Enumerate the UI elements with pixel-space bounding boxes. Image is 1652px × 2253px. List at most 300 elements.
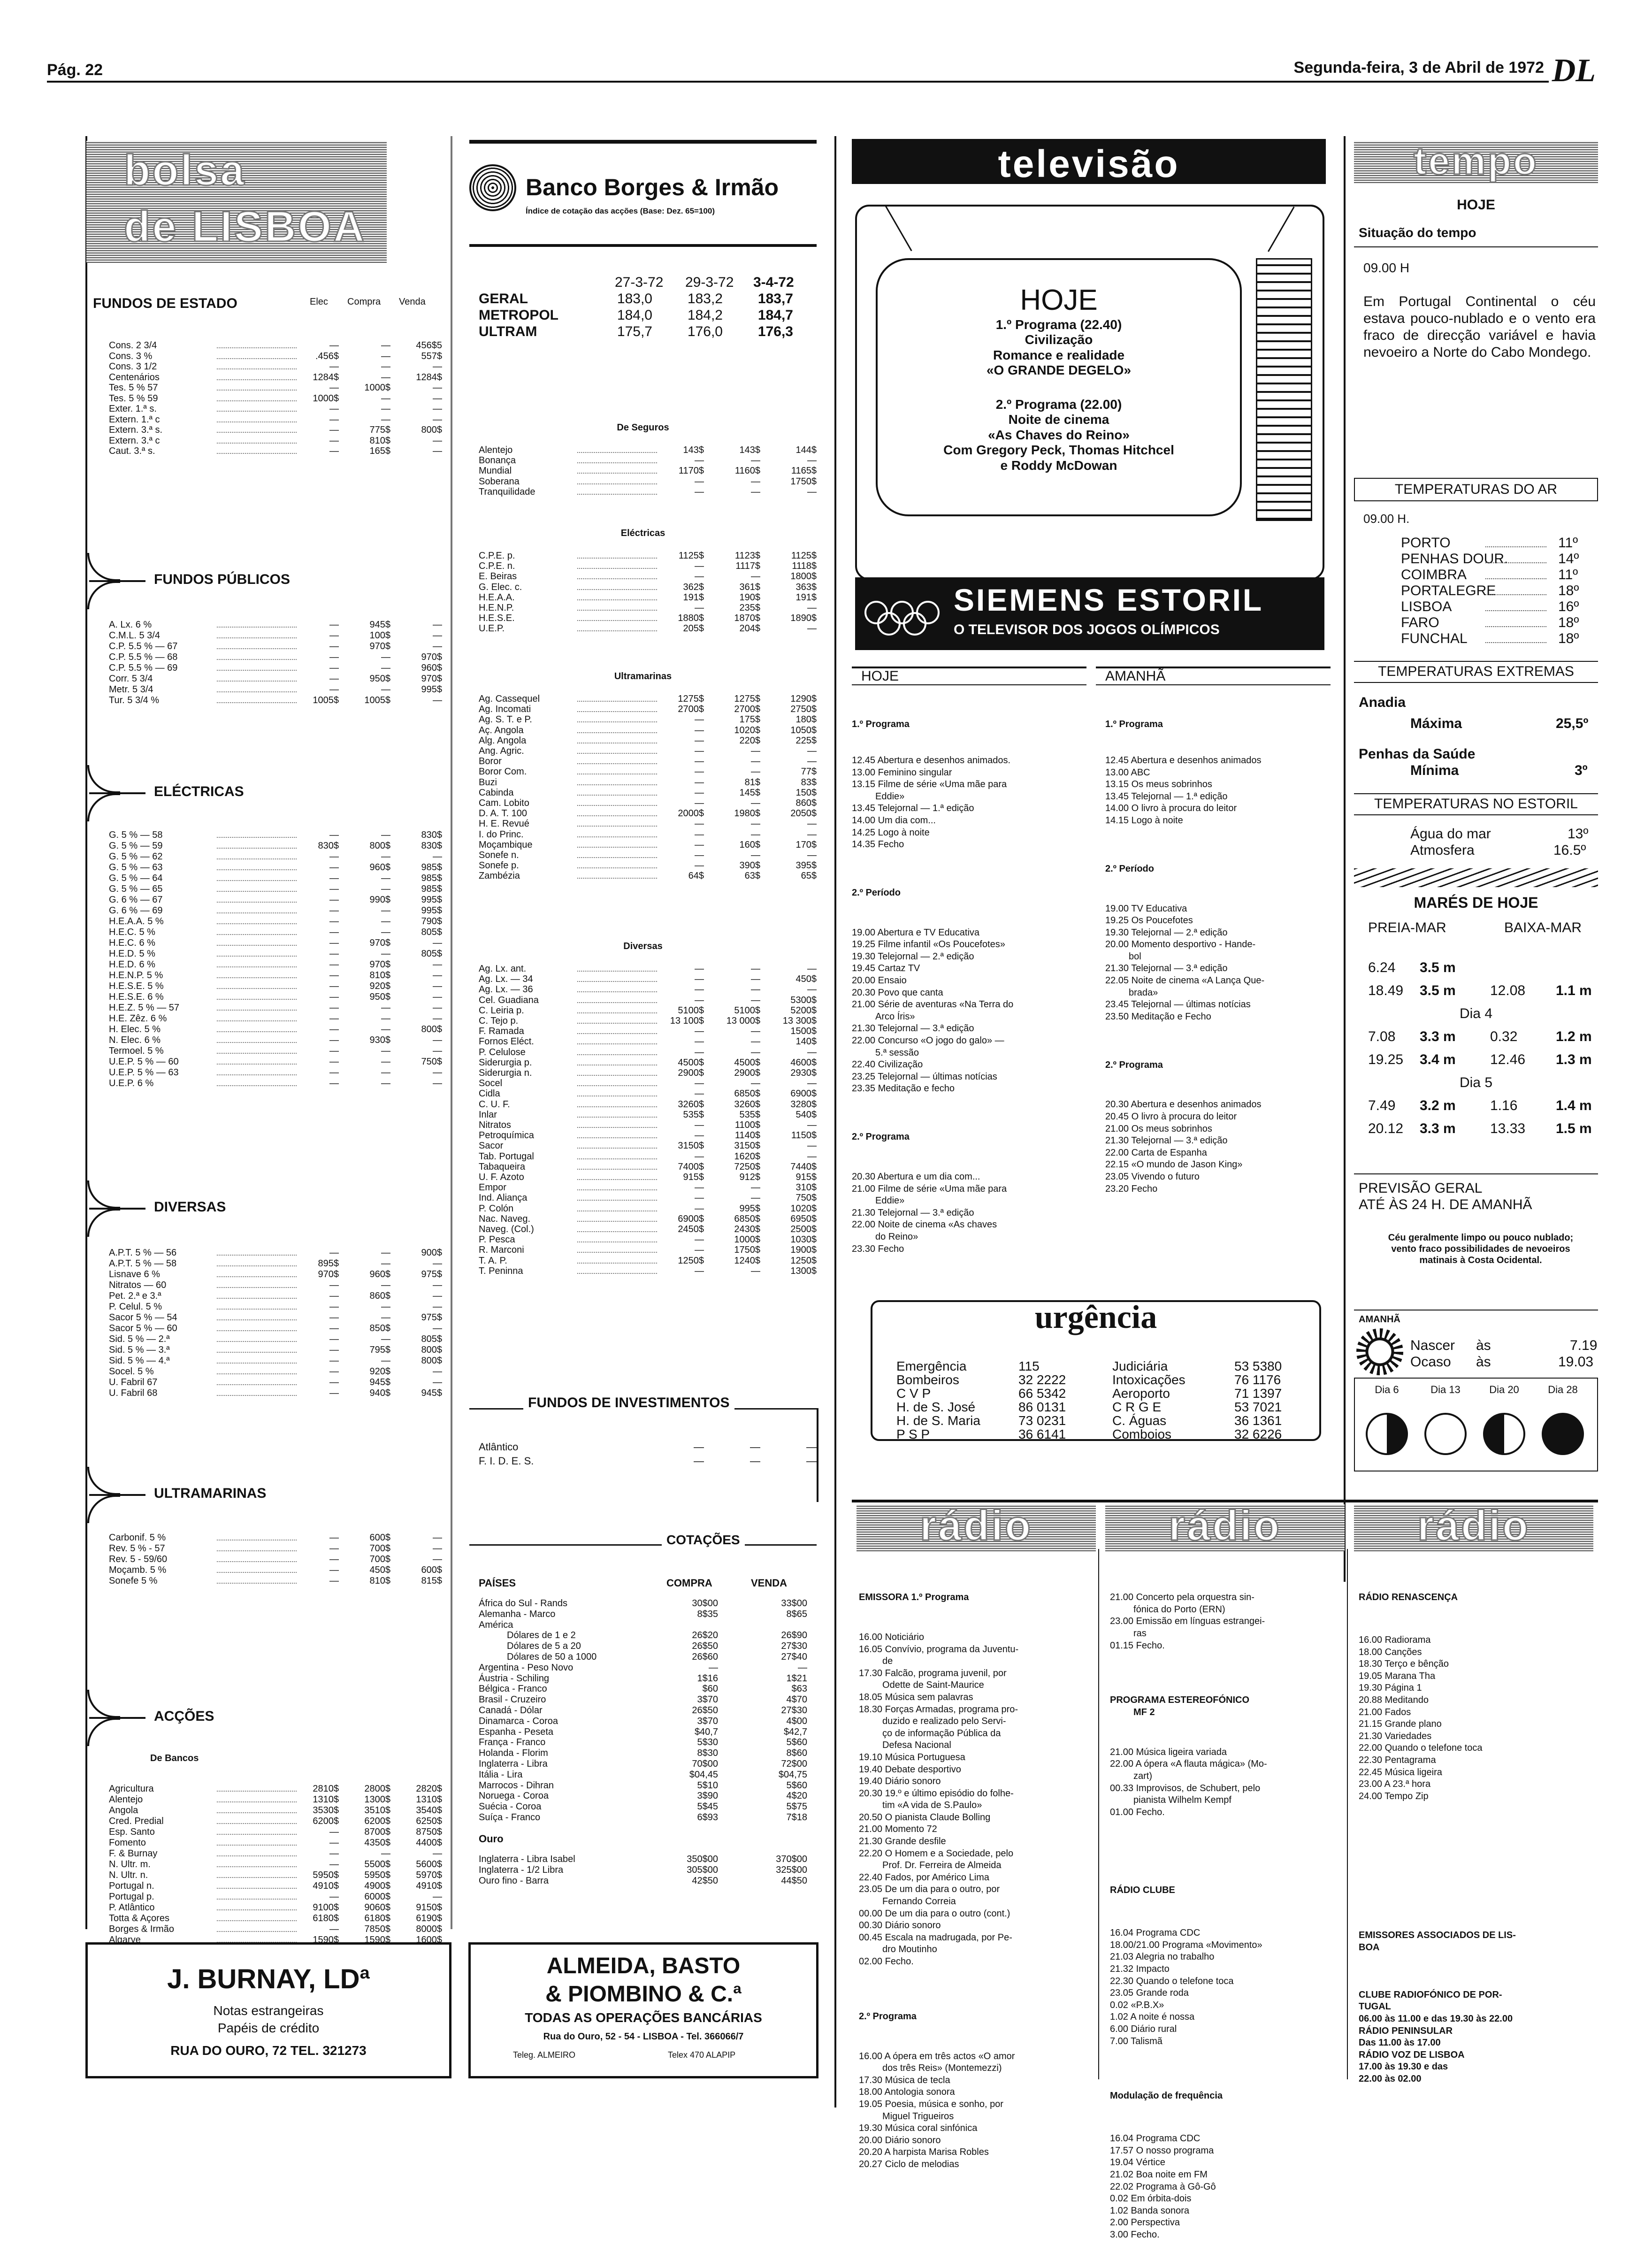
dot-leader (217, 670, 297, 671)
country-currency: Alemanha - Marco (479, 1609, 556, 1619)
row-venda: — (433, 393, 442, 404)
dot-leader (217, 1309, 297, 1310)
row-venda: 456$5 (416, 340, 442, 351)
row-value: 860$ (795, 798, 817, 808)
row-venda: 6250$ (416, 1816, 442, 1826)
row-elec: — (329, 435, 339, 446)
baixa-mar-label: BAIXA-MAR (1504, 920, 1582, 935)
cotacao-row (479, 1705, 817, 1716)
bolsa-row (109, 1323, 447, 1333)
row-value: — (751, 756, 760, 767)
tv-period-list: 20.30 Abertura e um dia com... 21.00 Filme de série «Uma mãe para Eddie» 21.30 Telejornal — 3.ª edição 22.00 Noite de cinema «As chaves do Reino» 23.30 Fecho (852, 1171, 1007, 1254)
tempo-texto: Em Portugal Continental o céu estava pouco-nublado e o vento era fraco de direcção variável e havia nevoeiro a Norte do Cabo Mondego. (1363, 294, 1596, 360)
urgencia-number: 71 1397 (1234, 1386, 1282, 1401)
row-value: — (695, 1036, 704, 1047)
compra-value: 42$50 (692, 1876, 718, 1886)
bolsa-row (109, 1046, 447, 1056)
minima-value: 3º (1575, 763, 1588, 778)
row-value: — (807, 1141, 817, 1151)
row-name: A. Lx. 6 % (109, 620, 152, 630)
almeida-telex: Telex 470 ALAPIP (668, 2050, 736, 2060)
row-compra: 1005$ (364, 695, 390, 705)
row-venda: 995$ (421, 684, 442, 695)
row-name: Esp. Santo (109, 1827, 155, 1837)
row-venda: — (433, 435, 442, 446)
mares-day: Dia 5 (1459, 1075, 1493, 1090)
dot-leader (217, 1812, 297, 1813)
cotacoes-rule (469, 1544, 817, 1546)
temperaturas-ar-hora: 09.00 H. (1363, 512, 1410, 526)
bolsa-subtitle: de LISBOA (124, 203, 367, 251)
bolsa-section-title: DIVERSAS (150, 1199, 229, 1216)
row-value: — (750, 1455, 760, 1467)
row-value: 2430$ (734, 1224, 760, 1234)
row-name: Extern. 3.ª s. (109, 425, 163, 435)
country-currency: Itália - Lira (479, 1769, 523, 1780)
tempo-banner (1354, 141, 1598, 183)
row-elec: — (329, 1565, 339, 1575)
burnay-name: J. BURNAY, LDª (167, 1964, 370, 1994)
row-name: H.E.A.A. 5 % (109, 916, 164, 927)
dot-leader (577, 1252, 657, 1253)
row-value: — (751, 829, 760, 840)
row-compra: 795$ (369, 1345, 390, 1355)
row-name: Ag. S. T. e P. (479, 714, 532, 725)
row-value: 2450$ (678, 1224, 704, 1234)
row-name: Ag. Cassequel (479, 694, 540, 704)
moon-phase-label: Dia 28 (1548, 1384, 1578, 1395)
row-name: G. 5 % — 62 (109, 851, 163, 862)
row-value: 363$ (795, 582, 817, 592)
dot-leader (217, 400, 297, 401)
row-value: 63$ (744, 871, 760, 881)
row-value: — (807, 746, 817, 756)
row-elec: — (329, 652, 339, 662)
dot-leader (217, 977, 297, 978)
compra-value: 3$70 (697, 1694, 718, 1705)
dot-leader (217, 627, 297, 628)
row-name: Centenários (109, 372, 160, 383)
moon-phase-icon (1542, 1413, 1584, 1455)
dot-leader (217, 966, 297, 967)
row-name: Corr. 5 3/4 (109, 674, 153, 684)
row-compra: — (381, 414, 390, 425)
row-value: — (807, 486, 817, 497)
row-value: — (807, 984, 817, 995)
row-name: N. Elec. 6 % (109, 1035, 161, 1045)
tv-screen-line: e Roddy McDowan (1000, 458, 1117, 473)
dot-leader (577, 701, 657, 702)
row-value: — (695, 798, 704, 808)
banco-row (479, 476, 817, 487)
tempo-hora: 09.00 H (1363, 261, 1410, 275)
row-elec: — (329, 630, 339, 641)
banco-row (479, 766, 817, 777)
row-name: N. Ultr. n. (109, 1870, 148, 1880)
urgencia-number: 36 1361 (1234, 1413, 1282, 1428)
banco-subtitle: Índice de cotação das acções (Base: Dez. 65=100) (526, 207, 715, 215)
row-elec: 2810$ (313, 1784, 339, 1794)
row-value: 750$ (795, 1193, 817, 1203)
row-compra: 4350$ (364, 1838, 390, 1848)
row-name: Alentejo (109, 1794, 143, 1805)
row-value: 1750$ (734, 1245, 760, 1256)
row-name: H. Elec. 5 % (109, 1024, 161, 1035)
row-value: — (695, 1120, 704, 1130)
dot-leader (577, 1054, 657, 1055)
row-name: F. Ramada (479, 1026, 524, 1037)
penhas-label: Penhas da Saúde (1359, 746, 1476, 762)
radio-title: rádio (1168, 1502, 1282, 1549)
cotacao-row (479, 1716, 817, 1726)
country-currency: Noruega - Coroa (479, 1791, 549, 1801)
row-compra: 990$ (369, 895, 390, 905)
row-value: 1123$ (734, 551, 760, 561)
row-name: Portugal n. (109, 1881, 154, 1891)
row-name: A.P.T. 5 % — 58 (109, 1258, 177, 1269)
row-compra: — (381, 663, 390, 673)
baixa-hora: 12.08 (1490, 983, 1526, 998)
row-name: Petroquímica (479, 1130, 534, 1141)
baixa-altura: 1.2 m (1556, 1029, 1592, 1044)
baixa-altura: 1.5 m (1556, 1121, 1592, 1136)
tv-amanha-title: AMANHÃ (1105, 668, 1166, 684)
row-name: Socel. 5 % (109, 1366, 154, 1377)
index-name: METROPOL (479, 307, 558, 323)
city-name: PENHAS DOUR. (1401, 551, 1508, 567)
row-venda: 600$ (421, 1565, 442, 1575)
tv-period-heading: 2.º Programa (852, 1132, 910, 1142)
banco-row (479, 1266, 817, 1276)
row-name: U.E.P. 5 % — 63 (109, 1067, 179, 1078)
row-elec: — (329, 830, 339, 840)
tv-amanha-schedule (1105, 695, 1345, 1207)
row-value: 2000$ (678, 808, 704, 819)
row-name: Siderurgia p. (479, 1057, 532, 1068)
row-elec: — (329, 1291, 339, 1301)
row-elec: — (329, 1554, 339, 1564)
venda-value: 44$50 (781, 1876, 807, 1886)
ouro-name: Inglaterra - Libra Isabel (479, 1854, 575, 1864)
row-name: U.E.P. (479, 623, 505, 634)
dot-leader (217, 934, 297, 935)
preia-hora: 7.49 (1368, 1098, 1396, 1113)
row-compra: 600$ (369, 1533, 390, 1543)
page-date: Segunda-feira, 3 de Abril de 1972 (1293, 59, 1544, 77)
row-value: — (695, 1245, 704, 1256)
banco-row (479, 798, 817, 808)
row-name: Carbonif. 5 % (109, 1533, 166, 1543)
row-name: Ind. Aliança (479, 1193, 528, 1203)
row-value: 2050$ (790, 808, 817, 819)
row-value: — (751, 746, 760, 756)
cotacao-row (479, 1737, 817, 1747)
radio-list: 16.04 Programa CDC 17.57 O nosso programa 19.04 Vértice 21.02 Boa noite em FM 22.02 Programa à Gô-Gô 0.02 Em órbita-dois 1.02 Banda sonora 2.00 Perspectiva 3.00 Fecho. (1110, 2133, 1216, 2240)
country-currency: África do Sul - Rands (479, 1598, 567, 1609)
nascer-label: Nascer (1410, 1338, 1455, 1353)
index-value: 183,0 (617, 291, 652, 307)
cotacao-row (479, 1620, 817, 1630)
row-value: 1125$ (791, 551, 817, 561)
banco-top-rule (469, 140, 817, 144)
row-compra: 5500$ (364, 1859, 390, 1870)
banco-row (479, 694, 817, 704)
bolsa-row (109, 1794, 447, 1805)
row-value: 2930$ (790, 1068, 817, 1078)
row-value: 13 000$ (726, 1016, 760, 1026)
bolsa-row (109, 425, 447, 435)
banco-row (479, 571, 817, 582)
dot-leader (577, 558, 657, 559)
dot-leader (217, 1909, 297, 1910)
banco-row (479, 613, 817, 623)
dot-leader (217, 368, 297, 369)
row-value: — (807, 829, 817, 840)
row-elec: — (329, 1067, 339, 1078)
dot-leader (577, 826, 657, 827)
row-name: Tabaqueira (479, 1161, 525, 1172)
dot-leader (577, 1200, 657, 1201)
banco-row (479, 1151, 817, 1162)
row-name: Alg. Angola (479, 735, 527, 746)
row-elec: — (329, 361, 339, 372)
banco-row (479, 714, 817, 725)
row-venda: 1310$ (416, 1794, 442, 1805)
row-value: — (807, 850, 817, 860)
row-elec: — (329, 970, 339, 981)
row-compra: — (381, 1302, 390, 1312)
venda-value: — (798, 1662, 807, 1673)
dot-leader (577, 732, 657, 733)
venda-value: 27$30 (781, 1705, 807, 1716)
banco-row (479, 808, 817, 819)
row-elec: — (329, 1003, 339, 1013)
row-elec: — (329, 340, 339, 351)
row-elec: — (329, 981, 339, 991)
row-compra: 940$ (369, 1388, 390, 1398)
venda-value: 33$00 (781, 1598, 807, 1609)
burnay-address: RUA DO OURO, 72 TEL. 321273 (170, 2043, 367, 2058)
urgencia-name: C V P (896, 1386, 931, 1401)
venda-value: 27$30 (781, 1641, 807, 1652)
dot-leader (217, 1352, 297, 1353)
compra-value: 26$50 (692, 1641, 718, 1652)
row-name: Siderurgia n. (479, 1068, 532, 1078)
row-value: 1980$ (734, 808, 760, 819)
tv-period-list: 19.00 TV Educativa 19.25 Os Poucefotes 19.30 Telejornal — 2.ª edição 20.00 Momento desportivo - Hande- bol 21.30 Telejornal — 3.ª edição 22.05 Noite de cinema «A Lança Que- brada» 23.45 Telejornal — últimas notícias 23.50 Meditação e Fecho (1105, 903, 1265, 1022)
row-value: 3280$ (790, 1099, 817, 1110)
row-elec: — (329, 425, 339, 435)
row-elec: — (329, 1035, 339, 1045)
dot-leader (217, 1866, 297, 1867)
row-name: Rev. 5 % - 57 (109, 1543, 165, 1554)
dot-leader (217, 837, 297, 838)
row-name: Ag. Lx. ant. (479, 964, 527, 974)
row-name: G. 6 % — 69 (109, 905, 163, 916)
row-value: 1020$ (790, 1203, 817, 1214)
row-compra: 7850$ (364, 1924, 390, 1934)
bolsa-banner (86, 141, 387, 263)
row-name: Cam. Lobito (479, 798, 529, 808)
ouro-name: Ouro fino - Barra (479, 1876, 549, 1886)
dot-leader (577, 1179, 657, 1180)
sun-icon (1356, 1328, 1403, 1375)
row-value: 6850$ (734, 1213, 760, 1224)
row-elec: — (329, 992, 339, 1002)
row-value: — (695, 603, 704, 613)
dot-leader (217, 1363, 297, 1364)
row-elec: — (329, 1057, 339, 1067)
tv-screen (876, 258, 1242, 516)
row-venda: 830$ (421, 841, 442, 851)
compra-value: 8$35 (697, 1609, 718, 1619)
tv-set (855, 205, 1324, 580)
city-name: FUNCHAL (1401, 631, 1468, 646)
row-compra: — (381, 873, 390, 883)
row-value: — (695, 571, 704, 582)
urgencia-name: Bombeiros (896, 1372, 959, 1387)
row-venda: — (433, 361, 442, 372)
row-elec: — (329, 684, 339, 695)
cotacao-row (479, 1770, 817, 1780)
radio-divider (1098, 1549, 1099, 2079)
dot-leader (217, 691, 297, 692)
dot-leader (577, 610, 657, 611)
banco-row (479, 964, 817, 974)
dot-leader (577, 452, 657, 453)
dot-leader (1485, 642, 1546, 643)
row-venda: 8750$ (416, 1827, 442, 1837)
banco-row (479, 1203, 817, 1214)
row-compra: — (381, 361, 390, 372)
dot-leader (577, 971, 657, 972)
almeida-line3: TODAS AS OPERAÇÕES BANCÁRIAS (525, 2010, 762, 2025)
bolsa-row (109, 652, 447, 662)
radio-heading: RÁDIO CLUBE (1110, 1885, 1175, 1896)
row-value: — (695, 1088, 704, 1099)
row-name: Caut. 3.ª s. (109, 446, 155, 456)
row-value: — (751, 974, 760, 985)
row-venda: — (433, 404, 442, 414)
row-value: 535$ (739, 1109, 760, 1120)
banco-row (479, 860, 817, 871)
row-venda: — (433, 414, 442, 425)
dot-leader (217, 659, 297, 660)
row-venda: 8000$ (416, 1924, 442, 1934)
row-name: Extern. 1.ª c (109, 414, 160, 425)
dot-leader (577, 1002, 657, 1003)
country-currency: Marrocos - Dihran (479, 1780, 554, 1791)
row-compra: 1300$ (364, 1794, 390, 1805)
agua-label: Água do mar (1410, 826, 1491, 842)
city-temp: 18º (1558, 615, 1579, 630)
dot-leader (217, 1561, 297, 1562)
row-compra: 3510$ (364, 1805, 390, 1816)
row-value: 2700$ (734, 704, 760, 715)
banco-rule (469, 244, 817, 247)
country-currency: Áustria - Schiling (479, 1673, 550, 1684)
dot-leader (577, 1158, 657, 1159)
urgencia-name: H. de S. Maria (896, 1413, 980, 1428)
row-value: — (751, 486, 760, 497)
ouro-row (479, 1854, 817, 1864)
row-value: 81$ (744, 777, 760, 788)
bolsa-row (109, 1543, 447, 1554)
atmosfera-value: 16.5º (1553, 843, 1586, 858)
row-value: 160$ (739, 839, 760, 850)
row-elec: — (329, 905, 339, 916)
row-venda: 9150$ (416, 1902, 442, 1913)
row-venda: — (433, 1035, 442, 1045)
dot-leader (577, 1033, 657, 1034)
tv-amanha-header (1096, 667, 1331, 685)
banco-row (479, 984, 817, 995)
dot-leader (217, 1823, 297, 1824)
row-name: Cel. Guadiana (479, 995, 539, 1005)
row-value: 1117$ (735, 561, 760, 572)
row-elec: — (329, 1280, 339, 1290)
preia-altura: 3.4 m (1420, 1052, 1456, 1067)
compra-value: 5$45 (697, 1801, 718, 1812)
row-value: — (807, 1078, 817, 1089)
dot-leader (577, 599, 657, 600)
dot-leader (577, 857, 657, 858)
radio-heading: EMISSORES ASSOCIADOS DE LIS- BOA (1359, 1930, 1516, 1953)
row-name: R. Marconi (479, 1245, 524, 1256)
row-value: 540$ (795, 1109, 817, 1120)
row-value: — (695, 1130, 704, 1141)
row-name: Tur. 5 3/4 % (109, 695, 160, 705)
bolsa-row (109, 1848, 447, 1859)
row-value: 143$ (683, 445, 704, 455)
bolsa-left-rule (85, 136, 87, 1929)
row-value: 1250$ (790, 1255, 817, 1266)
banco-row (479, 871, 817, 881)
fundos-row (479, 1441, 817, 1453)
bolsa-row (109, 361, 447, 372)
dot-leader (1485, 610, 1546, 611)
row-compra: — (381, 1078, 390, 1088)
dot-leader (577, 784, 657, 785)
banco-row (479, 819, 817, 829)
row-value: 1125$ (678, 551, 704, 561)
row-value: 2900$ (734, 1068, 760, 1078)
row-elec: — (329, 1024, 339, 1035)
radio-divider (1347, 1549, 1348, 2079)
urgencia-name: H. de S. José (896, 1400, 976, 1414)
bolsa-row (109, 830, 447, 840)
row-compra: — (381, 1848, 390, 1859)
dot-leader (217, 443, 297, 444)
bolsa-title: bolsa (124, 146, 246, 194)
row-value: — (807, 1151, 817, 1162)
venda-value: 370$00 (776, 1854, 807, 1864)
row-value: 995$ (739, 1203, 760, 1214)
row-value: — (695, 486, 704, 497)
venda-value: $63 (791, 1684, 807, 1694)
row-value: 83$ (801, 777, 817, 788)
bolsa-row (109, 1067, 447, 1078)
venda-value: 7$18 (786, 1812, 807, 1823)
bolsa-row (109, 1913, 447, 1923)
row-compra: — (381, 351, 390, 361)
row-venda: 800$ (421, 1356, 442, 1366)
row-compra: 2800$ (364, 1784, 390, 1794)
urgencia-name: Comboios (1112, 1427, 1172, 1441)
banco-row (479, 445, 817, 455)
row-name: P. Colón (479, 1203, 514, 1214)
row-value: — (695, 455, 704, 466)
